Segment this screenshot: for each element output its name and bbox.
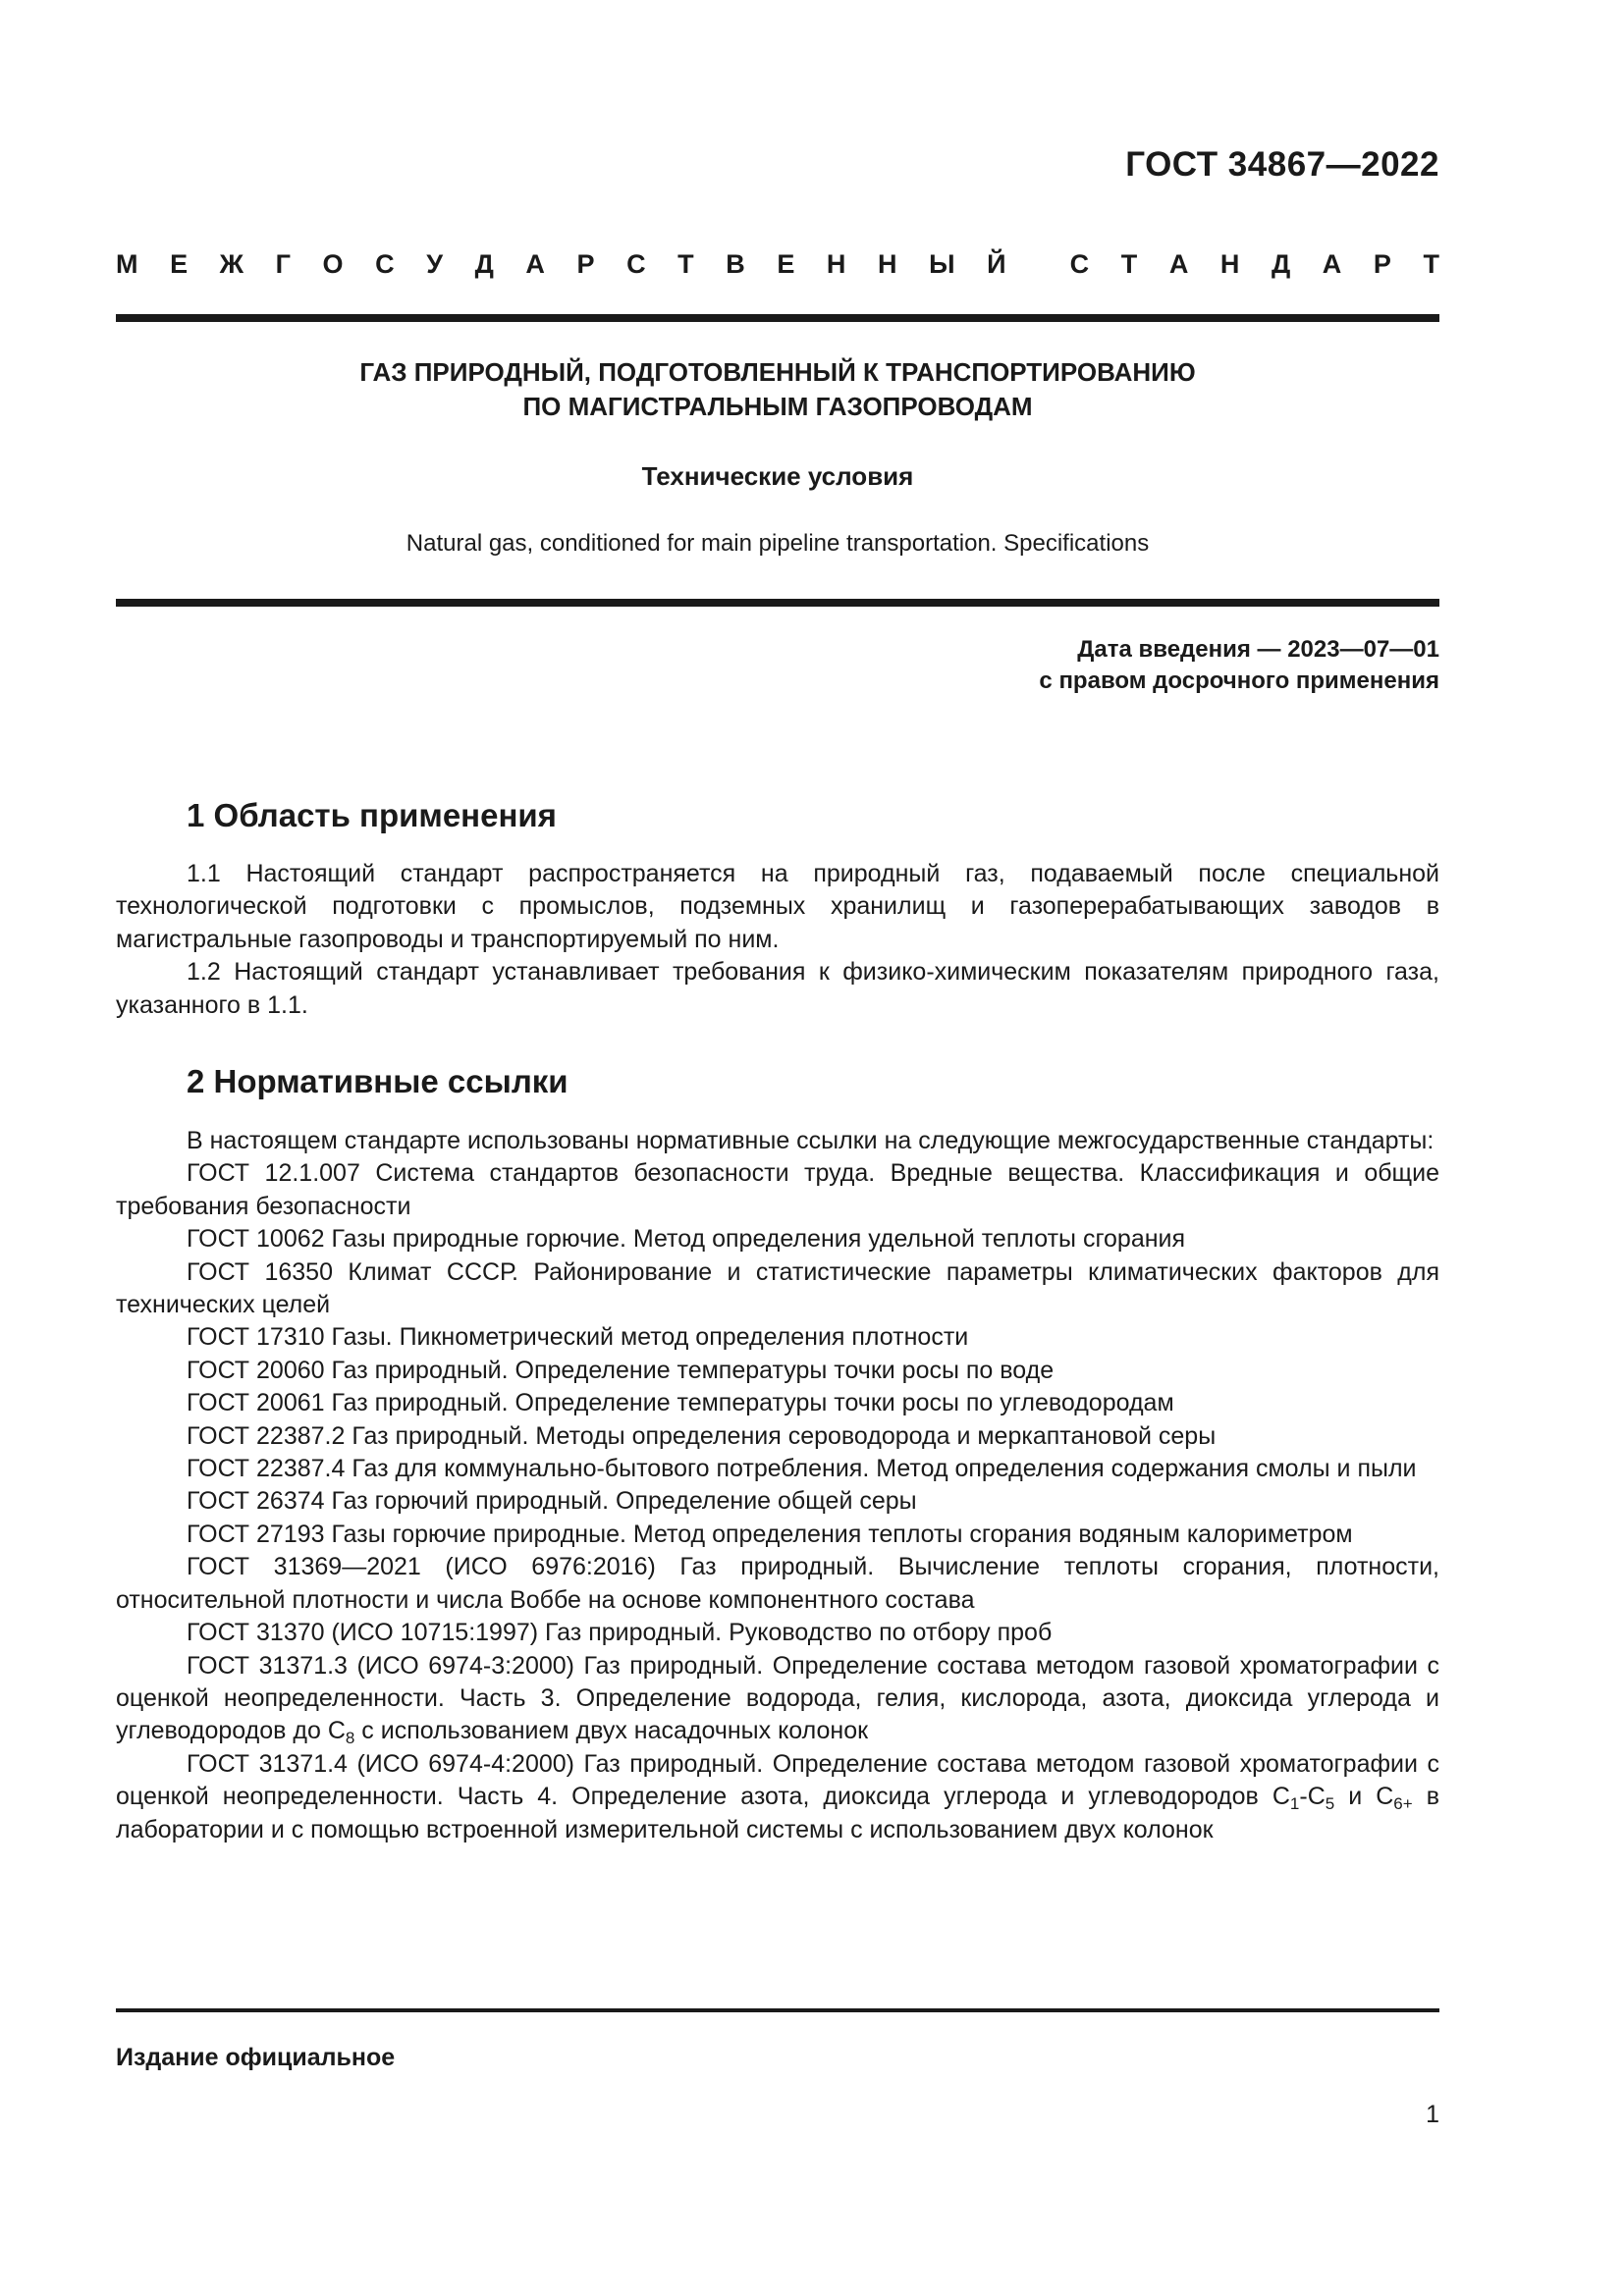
reference-item: ГОСТ 10062 Газы природные горючие. Метод определения удельной теплоты сгорания <box>187 1225 1186 1254</box>
letter: С <box>1069 249 1090 279</box>
paragraph: 1.2 Настоящий стандарт устанавливает требования к физико-химическим показателям природного газа, указанного в 1.1. <box>116 958 1439 1019</box>
ref-text: ГОСТ 31371.3 (ИСО 6974-3:2000) Газ природный. Определение состава методом газовой хроматографии с оценкой неопределенности. Часть 3. Определение водорода, гелия, кислорода, азота, диоксида углерода и углеводородов до C <box>116 1651 1439 1745</box>
letter: Е <box>170 249 189 279</box>
letter: М <box>116 249 138 279</box>
date-line: Дата введения — 2023—07—01 <box>1077 636 1439 663</box>
letter: Н <box>826 249 846 279</box>
document-title <box>116 355 1439 424</box>
ref-text: с использованием двух насадочных колонок <box>354 1717 869 1745</box>
letter: Р <box>1373 249 1391 279</box>
introduction-date <box>1039 634 1439 697</box>
section-heading-scope: 1 Область применения <box>187 797 557 833</box>
section-body-references <box>116 1125 1439 1846</box>
english-title: Natural gas, conditioned for main pipeline transportation. Specifications <box>406 530 1150 557</box>
letter: Д <box>1271 249 1291 279</box>
reference-item: ГОСТ 22387.2 Газ природный. Методы определения сероводорода и меркаптановой серы <box>187 1421 1217 1450</box>
paragraph: В настоящем стандарте использованы нормативные ссылки на следующие межгосударственные стандарты: <box>187 1127 1435 1154</box>
letter: Т <box>1120 249 1138 279</box>
subscript: 6+ <box>1393 1794 1413 1814</box>
section-heading-references: 2 Нормативные ссылки <box>187 1063 568 1099</box>
letter: Д <box>474 249 494 279</box>
letter: Ы <box>929 249 955 279</box>
reference-item <box>116 1650 1439 1748</box>
title-line-2: ПО МАГИСТРАЛЬНЫМ ГАЗОПРОВОДАМ <box>522 392 1033 421</box>
reference-item: ГОСТ 16350 Климат СССР. Районирование и статистические параметры климатических факторов для технических целей <box>116 1257 1439 1319</box>
letter: У <box>426 249 444 279</box>
letter: Т <box>1423 249 1439 279</box>
divider-bottom <box>116 2008 1439 2012</box>
section-body-scope <box>116 858 1439 1022</box>
letter: Г <box>275 249 291 279</box>
ref-text: и C <box>1334 1783 1394 1811</box>
letter: О <box>322 249 344 279</box>
letter: Й <box>987 249 1006 279</box>
reference-item: ГОСТ 31369—2021 (ИСО 6976:2016) Газ природный. Вычисление теплоты сгорания, плотности, относительной плотности и числа Воббе на основе компонентного состава <box>116 1553 1439 1614</box>
reference-item: ГОСТ 22387.4 Газ для коммунально-бытового потребления. Метод определения содержания смолы и пыли <box>187 1455 1417 1483</box>
letter: В <box>726 249 745 279</box>
letter: А <box>525 249 545 279</box>
paragraph: 1.1 Настоящий стандарт распространяется на природный газ, подаваемый после специальной технологической подготовки с промыслов, подземных хранилищ и газоперерабатывающих заводов в магистральные газопроводы и транспортируемый по ним. <box>116 860 1439 953</box>
subscript: 5 <box>1325 1794 1335 1814</box>
reference-item: ГОСТ 26374 Газ горючий природный. Определение общей серы <box>187 1487 917 1516</box>
reference-item: ГОСТ 12.1.007 Система стандартов безопасности труда. Вредные вещества. Классификация и общие требования безопасности <box>116 1159 1439 1220</box>
ref-text: ГОСТ 31371.4 (ИСО 6974-4:2000) Газ природный. Определение состава методом газовой хроматографии с оценкой неопределенности. Часть 4. Определение азота, диоксида углерода и углеводородов C <box>116 1749 1439 1811</box>
letter: Р <box>576 249 595 279</box>
letter: Е <box>777 249 795 279</box>
interstate-standard-label <box>116 249 1439 280</box>
reference-item: ГОСТ 20061 Газ природный. Определение температуры точки росы по углеводородам <box>187 1389 1174 1417</box>
letter: С <box>626 249 646 279</box>
title-line-1: ГАЗ ПРИРОДНЫЙ, ПОДГОТОВЛЕННЫЙ К ТРАНСПОРТИРОВАНИЮ <box>359 357 1196 387</box>
early-application-line: с правом досрочного применения <box>1039 667 1439 694</box>
subscript: 8 <box>345 1729 355 1748</box>
ref-text: -C <box>1299 1783 1326 1811</box>
official-edition-label: Издание официальное <box>116 2044 396 2071</box>
ref-text: в лаборатории и с помощью встроенной измерительной системы с использованием двух колонок <box>116 1783 1439 1843</box>
divider-top <box>116 314 1439 322</box>
gost-number: ГОСТ 34867—2022 <box>1125 145 1439 184</box>
letter: С <box>375 249 395 279</box>
reference-item: ГОСТ 31370 (ИСО 10715:1997) Газ природный. Руководство по отбору проб <box>187 1619 1053 1647</box>
divider-middle <box>116 599 1439 607</box>
reference-item: ГОСТ 20060 Газ природный. Определение температуры точки росы по воде <box>187 1356 1055 1384</box>
letter: Н <box>878 249 897 279</box>
document-subtitle: Технические условия <box>641 461 914 491</box>
reference-item: ГОСТ 27193 Газы горючие природные. Метод определения теплоты сгорания водяным калориметром <box>187 1520 1353 1548</box>
letter: А <box>1168 249 1189 279</box>
letter: Н <box>1219 249 1240 279</box>
letter: Ж <box>219 249 244 279</box>
letter: А <box>1322 249 1342 279</box>
reference-item: ГОСТ 17310 Газы. Пикнометрический метод определения плотности <box>187 1323 969 1352</box>
page-number: 1 <box>1426 2101 1439 2128</box>
reference-item <box>116 1748 1439 1846</box>
subscript: 1 <box>1289 1794 1300 1814</box>
letter: Т <box>677 249 694 279</box>
